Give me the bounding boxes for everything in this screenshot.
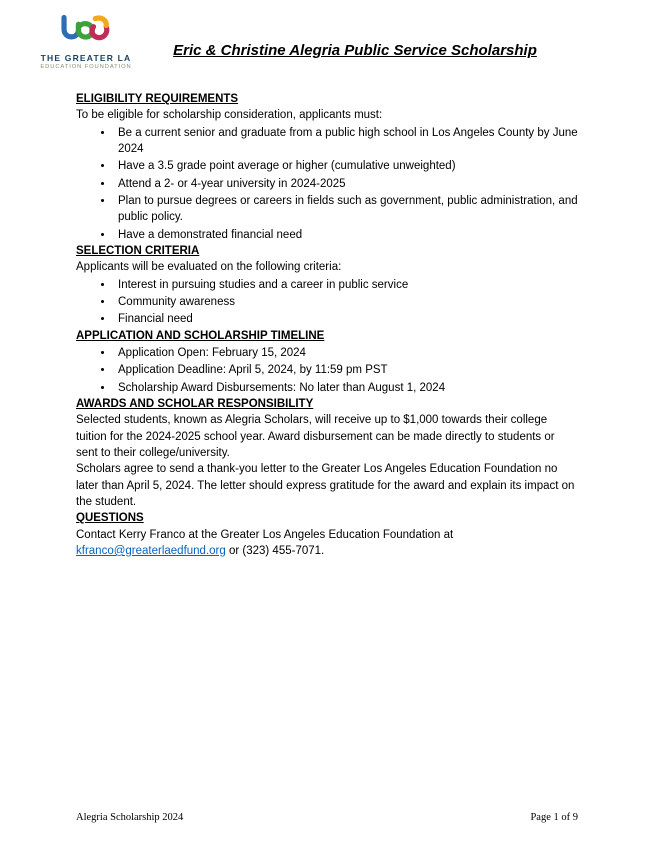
- footer-document-name: Alegria Scholarship 2024: [76, 812, 184, 823]
- document-body: [76, 91, 578, 559]
- selection-intro: Applicants will be evaluated on the following criteria:: [76, 261, 342, 274]
- list-item: • Community awareness: [114, 294, 578, 310]
- selection-bullet-list: [76, 277, 578, 328]
- contact-text-after: or (323) 455-7071.: [225, 544, 325, 557]
- list-item: • Be a current senior and graduate from a public high school in Los Angeles County by June 2024: [114, 125, 578, 158]
- section-heading-eligibility: ELIGIBILITY REQUIREMENTS: [76, 93, 239, 105]
- section-heading-timeline: APPLICATION AND SCHOLARSHIP TIMELINE: [76, 329, 325, 342]
- timeline-bullet-list: [76, 345, 578, 396]
- foundation-logo: [30, 14, 142, 70]
- foundation-name-line2: EDUCATION FOUNDATION: [40, 64, 132, 70]
- list-item: • Attend a 2- or 4-year university in 2024-2025: [114, 176, 578, 192]
- footer-page-number: Page 1 of 9: [530, 812, 578, 823]
- contact-text-before: Contact Kerry Franco at the Greater Los Angeles Education Foundation at: [76, 528, 454, 541]
- section-heading-awards: AWARDS AND SCHOLAR RESPONSIBILITY: [76, 397, 314, 410]
- eligibility-intro: To be eligible for scholarship consideration, applicants must:: [76, 109, 383, 122]
- list-item: • Application Open: February 15, 2024: [114, 345, 578, 361]
- list-item: • Application Deadline: April 5, 2024, by 11:59 pm PST: [114, 362, 578, 378]
- foundation-logo-icon: [57, 14, 115, 51]
- section-heading-selection: SELECTION CRITERIA: [76, 244, 200, 257]
- questions-contact-line: [76, 527, 578, 560]
- list-item: • Scholarship Award Disbursements: No later than August 1, 2024: [114, 380, 578, 396]
- list-item: • Interest in pursuing studies and a career in public service: [114, 277, 578, 293]
- list-item: • Have a 3.5 grade point average or higher (cumulative unweighted): [114, 158, 578, 174]
- list-item: • Have a demonstrated financial need: [114, 227, 578, 243]
- list-item: • Plan to pursue degrees or careers in fields such as government, public administration, and public policy.: [114, 193, 578, 226]
- contact-email-link[interactable]: kfranco@greaterlaedfund.org: [76, 544, 226, 557]
- awards-paragraph-2: Scholars agree to send a thank-you letter to the Greater Los Angeles Education Foundation no later than April 5, 2024. The letter should express gratitude for the award and explain its impact on the student.: [76, 463, 575, 508]
- eligibility-bullet-list: [76, 125, 578, 243]
- document-title: Eric & Christine Alegria Public Service Scholarship: [173, 42, 537, 59]
- section-heading-questions: QUESTIONS: [76, 512, 144, 525]
- list-item: • Financial need: [114, 311, 578, 327]
- awards-paragraph-1: Selected students, known as Alegria Scholars, will receive up to $1,000 towards their college tuition for the 2024-2025 school year. Award disbursement can be made directly to students or sent to their college/university.: [76, 414, 555, 459]
- page-footer: [76, 812, 578, 823]
- foundation-name-line1: THE GREATER LA: [40, 53, 132, 63]
